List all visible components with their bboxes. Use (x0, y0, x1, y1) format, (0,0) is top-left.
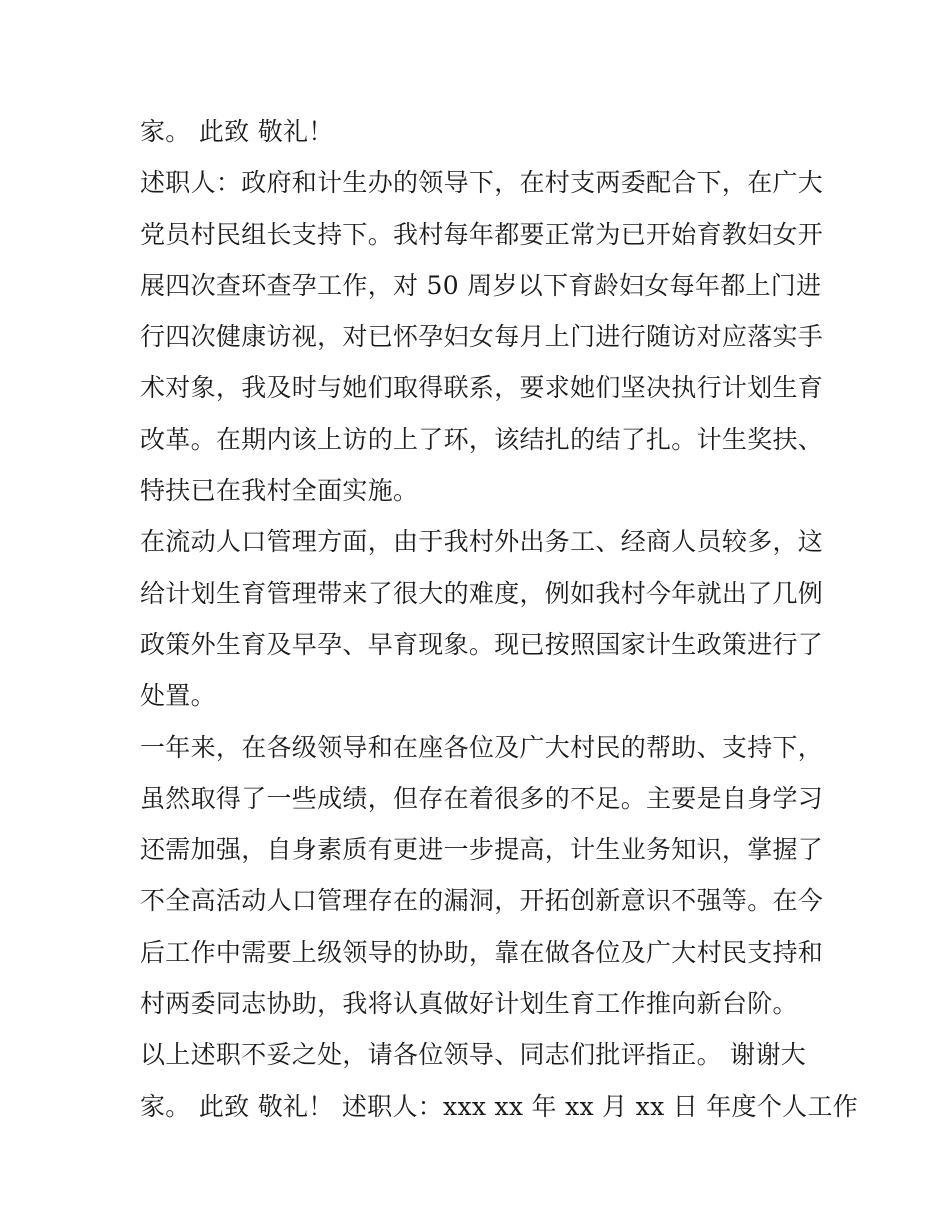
text-line: 还需加强，自身素质有更进一步提高，计生业务知识，掌握了 (140, 835, 824, 865)
text-line: 处置。 (140, 681, 216, 711)
document-body (140, 106, 859, 1132)
text-line: 一年来，在各级领导和在座各位及广大村民的帮助、支持下， (140, 732, 824, 762)
text-line: 以上述职不妥之处，请各位领导、同志们批评指正。 谢谢大 (140, 1040, 807, 1070)
text-line: 村两委同志协助，我将认真做好计划生育工作推向新台阶。 (140, 989, 798, 1019)
text-line: 家。 此致 敬礼！ (140, 117, 334, 146)
text-line: 述职人：政府和计生办的领导下，在村支两委配合下，在广大 (140, 168, 824, 198)
text-line: 特扶已在我村全面实施。 (140, 476, 419, 506)
text-line: 展四次查环查孕工作，对 50 周岁以下育龄妇女每年都上门进 (140, 270, 822, 300)
text-line: 政策外生育及早孕、早育现象。现已按照国家计生政策进行了 (140, 629, 824, 659)
text-line: 家。 此致 敬礼！ 述职人：xxx xx 年 xx 月 xx 日 年度个人工作 (140, 1091, 859, 1121)
text-line: 术对象，我及时与她们取得联系，要求她们坚决执行计划生育 (140, 373, 824, 403)
text-line: 在流动人口管理方面，由于我村外出务工、经商人员较多，这 (140, 527, 824, 557)
text-line: 行四次健康访视，对已怀孕妇女每月上门进行随访对应落实手 (140, 322, 824, 352)
text-line: 不全高活动人口管理存在的漏洞，开拓创新意识不强等。在今 (140, 886, 824, 916)
text-line: 改革。在期内该上访的上了环，该结扎的结了扎。计生奖扶、 (140, 424, 824, 454)
text-line: 党员村民组长支持下。我村每年都要正常为已开始育教妇女开 (140, 219, 824, 249)
text-line: 后工作中需要上级领导的协助，靠在做各位及广大村民支持和 (140, 937, 824, 967)
text-line: 虽然取得了一些成绩，但存在着很多的不足。主要是自身学习 (140, 783, 824, 813)
text-line: 给计划生育管理带来了很大的难度，例如我村今年就出了几例 (140, 578, 824, 608)
